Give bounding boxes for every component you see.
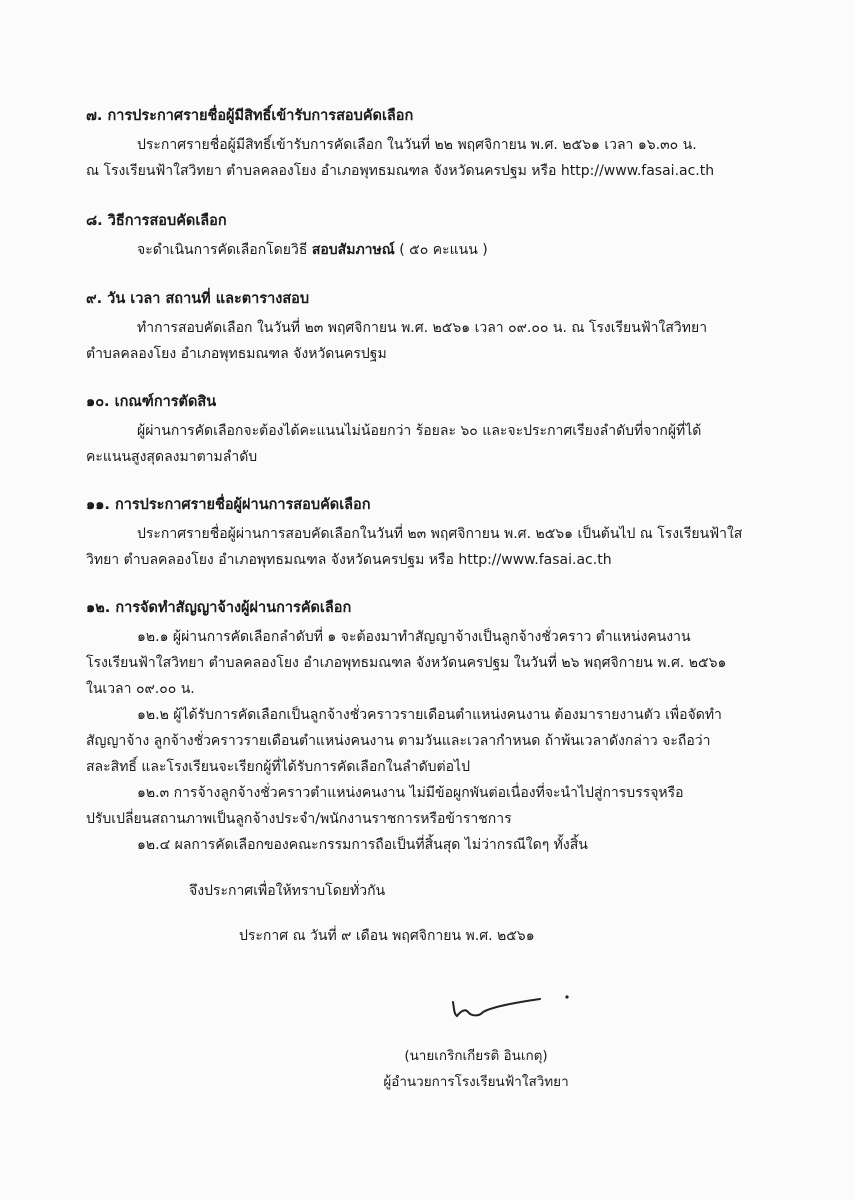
section-10 (86, 392, 766, 470)
section-11-line-2: วิทยา ตำบลคลองโยง อำเภอพุทธมณฑล จังหวัดนครปฐม หรือ http://www.fasai.ac.th (86, 552, 612, 568)
signatory-block (366, 1045, 586, 1093)
section-8-line-1 (86, 237, 766, 263)
section-12-title: ๑๒. การจัดทำสัญญาจ้างผู้ผ่านการคัดเลือก (86, 600, 352, 616)
section-12-1-line-2: โรงเรียนฟ้าใสวิทยา ตำบลคลองโยง อำเภอพุทธมณฑล จังหวัดนครปฐม ในวันที่ ๒๖ พฤศจิกายน พ.ศ. ๒๕๖๑ (86, 655, 727, 671)
section-9-title: ๙. วัน เวลา สถานที่ และตารางสอบ (86, 291, 310, 307)
section-8 (86, 211, 766, 263)
section-10-line-2: คะแนนสูงสุดลงมาตามลำดับ (86, 449, 258, 465)
section-12-2-line-1: ๑๒.๒ ผู้ได้รับการคัดเลือกเป็นลูกจ้างชั่วคราวรายเดือนตำแหน่งคนงาน ต้องมารายงานตัว เพื่อจัดทำ (137, 707, 722, 723)
section-7-line-2: ณ โรงเรียนฟ้าใสวิทยา ตำบลคลองโยง อำเภอพุทธมณฑล จังหวัดนครปฐม หรือ http://www.fasai.ac.th (86, 163, 715, 179)
section-11 (86, 495, 766, 573)
signatory-position: ผู้อำนวยการโรงเรียนฟ้าใสวิทยา (383, 1074, 569, 1090)
closing-notice: จึงประกาศเพื่อให้ทราบโดยทั่วกัน (189, 883, 386, 899)
section-7 (86, 106, 766, 184)
section-7-line-1: ประกาศรายชื่อผู้มีสิทธิ์เข้ารับการคัดเลือก ในวันที่ ๒๒ พฤศจิกายน พ.ศ. ๒๕๖๑ เวลา ๑๖.๓๐ น. (137, 137, 697, 153)
section-9-line-1: ทำการสอบคัดเลือก ในวันที่ ๒๓ พฤศจิกายน พ.ศ. ๒๕๖๑ เวลา ๐๙.๐๐ น. ณ โรงเรียนฟ้าใสวิทยา (137, 320, 708, 336)
section-7-title: ๗. การประกาศรายชื่อผู้มีสิทธิ์เข้ารับการสอบคัดเลือก (86, 108, 414, 124)
section-8-method-prefix: จะดำเนินการคัดเลือกโดยวิธี (137, 242, 312, 258)
section-12-3-line-2: ปรับเปลี่ยนสถานภาพเป็นลูกจ้างประจำ/พนักงานราชการหรือข้าราชการ (86, 811, 512, 827)
section-11-title: ๑๑. การประกาศรายชื่อผู้ผ่านการสอบคัดเลือก (86, 497, 371, 513)
section-12-2-line-2: สัญญาจ้าง ลูกจ้างชั่วคราวรายเดือนตำแหน่งคนงาน ตามวันและเวลากำหนด ถ้าพ้นเวลาดังกล่าว จะถือว่า (86, 733, 711, 749)
section-11-line-1: ประกาศรายชื่อผู้ผ่านการสอบคัดเลือกในวันที่ ๒๓ พฤศจิกายน พ.ศ. ๒๕๖๑ เป็นต้นไป ณ โรงเรียนฟ้าใส (137, 526, 743, 542)
signatory-name: (นายเกริกเกียรติ อินเกตุ) (404, 1048, 548, 1064)
signature-mark (445, 990, 575, 1030)
section-12-3-line-1: ๑๒.๓ การจ้างลูกจ้างชั่วคราวตำแหน่งคนงาน ไม่มีข้อผูกพันต่อเนื่องที่จะนำไปสู่การบรรจุหรือ (137, 785, 684, 801)
announcement-date: ประกาศ ณ วันที่ ๙ เดือน พฤศจิกายน พ.ศ. ๒๕๖๑ (239, 928, 535, 944)
section-8-score: ( ๕๐ คะแนน ) (394, 242, 488, 258)
section-8-method: สอบสัมภาษณ์ (311, 242, 395, 258)
section-12-1-line-1: ๑๒.๑ ผู้ผ่านการคัดเลือกลำดับที่ ๑ จะต้องมาทำสัญญาจ้างเป็นลูกจ้างชั่วคราว ตำแหน่งคนงาน (137, 629, 691, 645)
section-12-1-line-3: ในเวลา ๐๙.๐๐ น. (86, 681, 195, 697)
section-9 (86, 289, 766, 367)
section-9-line-2: ตำบลคลองโยง อำเภอพุทธมณฑล จังหวัดนครปฐม (86, 346, 387, 362)
section-12-2-line-3: สละสิทธิ์ และโรงเรียนจะเรียกผู้ที่ได้รับการคัดเลือกในลำดับต่อไป (86, 759, 470, 775)
section-10-line-1: ผู้ผ่านการคัดเลือกจะต้องได้คะแนนไม่น้อยกว่า ร้อยละ ๖๐ และจะประกาศเรียงลำดับที่จากผู้ที่ได้ (137, 423, 702, 439)
section-12-4-line-1: ๑๒.๔ ผลการคัดเลือกของคณะกรรมการถือเป็นที่สิ้นสุด ไม่ว่ากรณีใดๆ ทั้งสิ้น (137, 837, 588, 853)
section-8-title: ๘. วิธีการสอบคัดเลือก (86, 213, 227, 229)
section-10-title: ๑๐. เกณฑ์การตัดสิน (86, 394, 217, 410)
section-12 (86, 598, 766, 858)
